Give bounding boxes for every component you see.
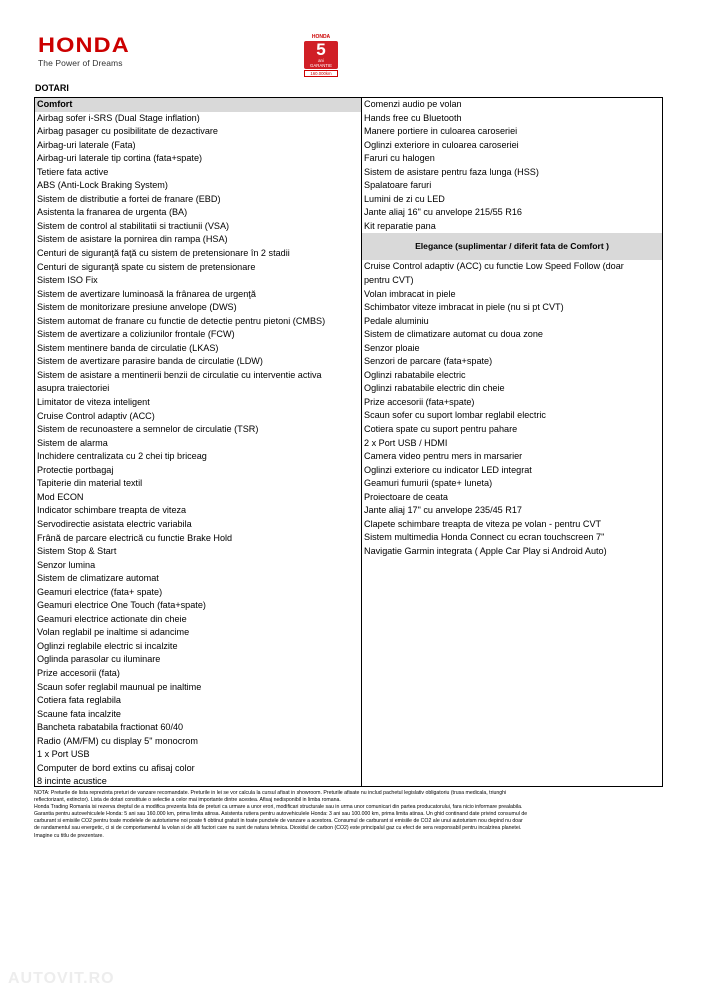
- badge-number: 5: [316, 40, 326, 59]
- list-item: Oglinzi exteriore cu indicator LED integrat: [364, 464, 532, 475]
- list-item: Airbag sofer i-SRS (Dual Stage inflation): [37, 112, 200, 123]
- list-item: Sistem mentinere banda de circulatie (LKAS): [37, 342, 219, 353]
- note-line: Garantia pentru autovehiculele Honda: 5 ani sau 160.000 km, prima limita atinsa. Asistenta rutiera pentru autovehiculele Honda: 3 ani sau 100.000 km, prima limita atinsa. Un ghid continand date privind consumul de: [34, 811, 528, 818]
- list-item: Volan reglabil pe inaltime si adancime: [37, 627, 190, 638]
- list-item: Hands free cu Bluetooth: [364, 112, 462, 123]
- footnote: [34, 790, 666, 840]
- list-item: Volan imbracat in piele: [364, 288, 456, 299]
- list-item: Sistem de avertizare luminoasă la frânarea de urgenţă: [37, 288, 256, 299]
- list-item: Airbag-uri laterale tip cortina (fata+spate): [37, 153, 203, 164]
- list-item: Scaune fata incalzite: [37, 708, 121, 719]
- list-item: pentru CVT): [364, 275, 414, 286]
- list-item: Sistem de alarma: [37, 437, 108, 448]
- list-item: 8 incinte acustice: [37, 776, 107, 787]
- list-item: Schimbator viteze imbracat in piele (nu si pt CVT): [364, 302, 564, 313]
- list-item: Sistem de avertizare a coliziunilor frontale (FCW): [37, 329, 235, 340]
- list-item: Lumini de zi cu LED: [364, 193, 445, 204]
- equipment-table: [34, 97, 663, 787]
- list-item: 1 x Port USB: [37, 749, 90, 760]
- list-item: Oglinzi rabatabile electric: [364, 369, 466, 380]
- list-item: Airbag pasager cu posibilitate de dezactivare: [37, 126, 218, 137]
- note-line: Honda Trading Romania isi rezerva dreptul de a modifica prezenta lista de preturi ca urmare a unor erori, modificari structurale sau in urma unor comunicari din partea producatorului, fara nicio informare prealabila.: [34, 804, 523, 811]
- list-item: Sistem de climatizare automat cu doua zone: [364, 329, 543, 340]
- list-item: Faruri cu halogen: [364, 153, 435, 164]
- list-item: Sistem de distributie a fortei de franare (EBD): [37, 193, 221, 204]
- page-title: DOTARI: [35, 83, 69, 93]
- list-item: Manere portiere in culoarea caroseriei: [364, 126, 518, 137]
- list-item: Sistem ISO Fix: [37, 275, 98, 286]
- comfort-column: [35, 98, 362, 786]
- list-item: Jante aliaj 16" cu anvelope 215/55 R16: [364, 207, 522, 218]
- list-item: Scaun sofer cu suport lombar reglabil electric: [364, 410, 546, 421]
- list-item: Pedale aluminiu: [364, 315, 429, 326]
- list-item: Computer de bord extins cu afisaj color: [37, 762, 195, 773]
- list-item: 2 x Port USB / HDMI: [364, 437, 448, 448]
- list-item: Limitator de viteza inteligent: [37, 397, 150, 408]
- list-item: Navigatie Garmin integrata ( Apple Car Play si Android Auto): [364, 545, 607, 556]
- badge-km: 160.000km: [304, 70, 338, 77]
- note-line: NOTA: Preturile de lista reprezinta preturi de vanzare recomandate. Preturile in lei se vor calcula la cursul afisat in showroom. Preturile afisate nu includ pachetul legislativ obligatoriu (trusa medicala, triunghi: [34, 790, 507, 796]
- honda-logo: [38, 34, 130, 68]
- list-item: Sistem multimedia Honda Connect cu ecran touchscreen 7": [364, 532, 605, 543]
- badge-box: [304, 41, 338, 69]
- list-item: Frână de parcare electrică cu functie Brake Hold: [37, 532, 233, 543]
- list-item: Geamuri electrice One Touch (fata+spate): [37, 600, 206, 611]
- list-item: asupra traiectoriei: [37, 383, 110, 394]
- list-item: Cruise Control adaptiv (ACC) cu functie Low Speed Follow (doar: [364, 261, 624, 272]
- list-item: Tetiere fata active: [37, 166, 109, 177]
- list-item: Proiectoare de ceata: [364, 491, 448, 502]
- list-item: Camera video pentru mers in marsarier: [364, 451, 523, 462]
- comfort-continued-list: [362, 98, 662, 233]
- list-item: Sistem de avertizare parasire banda de circulatie (LDW): [37, 356, 263, 367]
- list-item: Sistem de asistare la pornirea din rampa (HSA): [37, 234, 228, 245]
- list-item: Servodirectie asistata electric variabila: [37, 518, 192, 529]
- note-line: de randamentul sau energetic, ci si de comportamentul la volan si de alti factori care nu sunt de natura tehnica. Dioxidul de carbon (CO2) este principalul gaz cu efect de sera responsabil pentru incalzirea planetei.: [34, 825, 522, 832]
- list-item: Inchidere centralizata cu 2 chei tip briceag: [37, 451, 207, 462]
- note-line: reflectorizant, extinctor). Lista de dotari constituie o selectie a celor mai importante dintre acestea. Afisaj nedisponibil in limba romana.: [34, 797, 341, 804]
- elegance-column: [362, 98, 662, 786]
- list-item: Sistem automat de franare cu functie de detectie pentru pietoni (CMBS): [37, 315, 326, 326]
- brand-tagline: The Power of Dreams: [38, 58, 123, 68]
- list-item: Sistem de climatizare automat: [37, 573, 159, 584]
- list-item: Senzor ploaie: [364, 342, 420, 353]
- list-item: Spalatoare faruri: [364, 180, 432, 191]
- list-item: Sistem de recunoastere a semnelor de circulatie (TSR): [37, 424, 259, 435]
- list-item: Asistenta la franarea de urgenta (BA): [37, 207, 188, 218]
- list-item: Geamuri electrice (fata+ spate): [37, 586, 163, 597]
- brand-wordmark: HONDA: [38, 34, 130, 57]
- list-item: Scaun sofer reglabil maunual pe inaltime: [37, 681, 202, 692]
- list-item: Sistem de asistare pentru faza lunga (HSS): [364, 166, 539, 177]
- list-item: Protectie portbagaj: [37, 464, 114, 475]
- note-line: carburant si emisiile CO2 pentru toate modelele de autoturisme noi poate fi obtinut gratuit in toate punctele de vanzare a acestora. Consumul de carburant si emisiile de CO2 ale unui autoturism nou depind nu doar: [34, 818, 523, 825]
- list-item: Prize accesorii (fata): [37, 667, 120, 678]
- list-item: Cruise Control adaptiv (ACC): [37, 410, 155, 421]
- list-item: Sistem de monitorizare presiune anvelope (DWS): [37, 302, 237, 313]
- list-item: Airbag-uri laterale (Fata): [37, 139, 136, 150]
- list-item: ABS (Anti-Lock Braking System): [37, 180, 168, 191]
- list-item: Oglinzi rabatabile electric din cheie: [364, 383, 505, 394]
- list-item: Cotiera spate cu suport pentru pahare: [364, 424, 518, 435]
- list-item: Cotiera fata reglabila: [37, 695, 121, 706]
- list-item: Bancheta rabatabila fractionat 60/40: [37, 722, 184, 733]
- comfort-header: Comfort: [35, 98, 361, 112]
- list-item: Geamuri electrice actionate din cheie: [37, 613, 187, 624]
- note-line: Imagine cu titlu de prezentare.: [34, 832, 104, 839]
- list-item: Sistem de control al stabilitatii si tractiunii (VSA): [37, 220, 230, 231]
- list-item: Tapiterie din material textil: [37, 478, 143, 489]
- list-item: Jante aliaj 17" cu anvelope 235/45 R17: [364, 505, 522, 516]
- badge-brand: HONDA: [311, 34, 331, 40]
- list-item: Oglinzi exteriore in culoarea caroseriei: [364, 139, 519, 150]
- list-item: Mod ECON: [37, 491, 84, 502]
- list-item: Oglinda parasolar cu iluminare: [37, 654, 161, 665]
- list-item: Radio (AM/FM) cu display 5" monocrom: [37, 735, 198, 746]
- list-item: Prize accesorii (fata+spate): [364, 396, 475, 407]
- list-item: Oglinzi reglabile electric si incalzite: [37, 640, 178, 651]
- list-item: Geamuri fumurii (spate+ luneta): [364, 478, 493, 489]
- list-item: Centuri de siguranţă spate cu sistem de pretensionare: [37, 261, 256, 272]
- list-item: Senzor lumina: [37, 559, 96, 570]
- elegance-list: [362, 260, 662, 558]
- watermark: AUTOVIT.RO: [8, 970, 115, 987]
- badge-word: GARANTIE: [310, 63, 332, 68]
- list-item: Kit reparatie pana: [364, 220, 436, 231]
- list-item: Indicator schimbare treapta de viteza: [37, 505, 187, 516]
- list-item: Sistem Stop & Start: [37, 546, 117, 557]
- list-item: Sistem de asistare a mentinerii benzii de circulatie cu interventie activa: [37, 369, 322, 380]
- badge-years: ani: [318, 58, 324, 63]
- list-item: Senzori de parcare (fata+spate): [364, 356, 493, 367]
- list-item: Comenzi audio pe volan: [364, 99, 462, 109]
- list-item: Centuri de siguranţă faţă cu sistem de pretensionare în 2 stadii: [37, 248, 290, 259]
- elegance-header: Elegance (suplimentar / diferit fata de Comfort ): [362, 233, 662, 260]
- list-item: Clapete schimbare treapta de viteza pe volan - pentru CVT: [364, 518, 602, 529]
- warranty-badge: [304, 34, 338, 78]
